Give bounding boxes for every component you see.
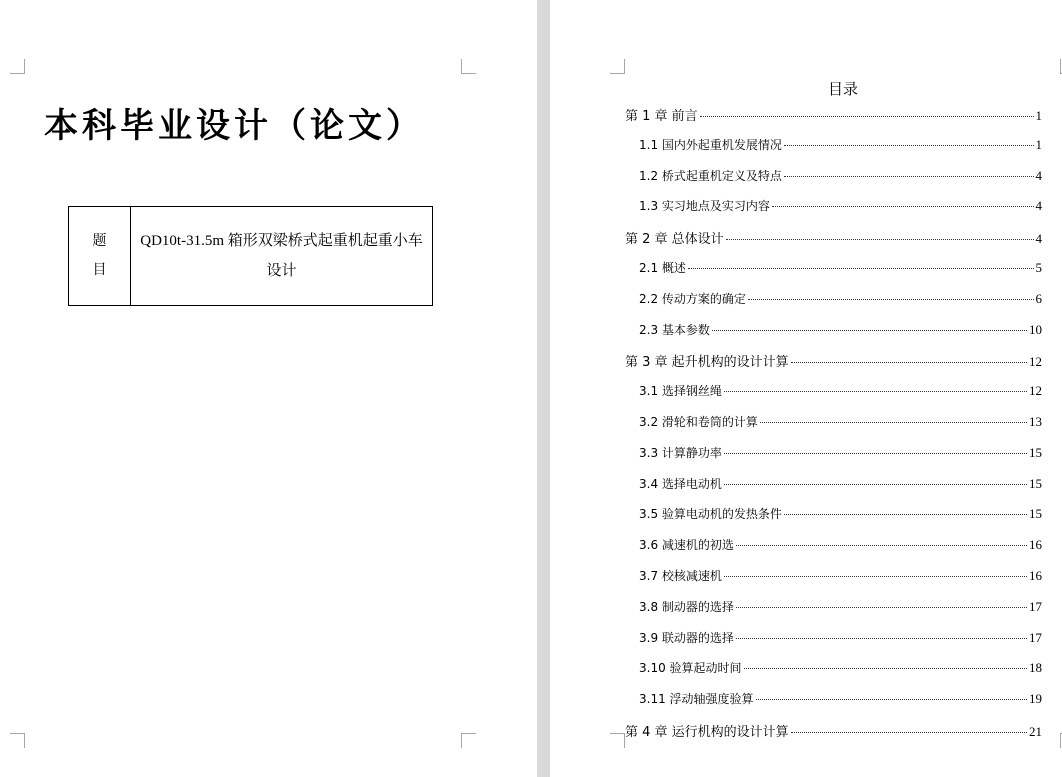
toc-entry[interactable]	[625, 382, 1042, 413]
crop-mark-top-left	[10, 59, 25, 74]
toc-entry[interactable]	[625, 721, 1042, 752]
toc-entry-label: 3.1 选择钢丝绳	[639, 384, 722, 399]
toc-entry-label: 3.5 验算电动机的发热条件	[639, 507, 782, 522]
toc-entry-label: 3.9 联动器的选择	[639, 630, 734, 645]
toc-entry-label: 第 2 章 总体设计	[625, 232, 724, 248]
toc-entry-page-number: 4	[1035, 231, 1042, 247]
toc-dot-leader	[756, 699, 1027, 700]
toc-dot-leader	[736, 607, 1027, 608]
toc-dot-leader	[724, 453, 1027, 454]
toc-entry-page-number: 16	[1029, 567, 1042, 583]
crop-mark-top-right	[461, 59, 476, 74]
toc-dot-leader	[724, 576, 1027, 577]
toc-entry-label: 2.3 基本参数	[639, 322, 710, 337]
toc-entry-page-number: 15	[1029, 444, 1042, 460]
toc-entry-label: 1.3 实习地点及实习内容	[639, 199, 770, 214]
toc-entry-page-number: 12	[1029, 354, 1042, 370]
toc-entry[interactable]	[625, 598, 1042, 629]
toc-entry-page-number: 12	[1029, 383, 1042, 399]
topic-label-cell	[69, 207, 131, 306]
toc-page	[550, 0, 1062, 777]
toc-entry-page-number: 21	[1029, 723, 1042, 739]
toc-entry-label: 第 1 章 前言	[625, 109, 698, 124]
toc-list	[625, 105, 1042, 752]
toc-dot-leader	[724, 484, 1027, 485]
toc-entry[interactable]	[625, 228, 1042, 259]
toc-dot-leader	[784, 514, 1027, 515]
toc-entry-page-number: 5	[1035, 259, 1042, 275]
toc-entry-page-number: 15	[1029, 506, 1042, 522]
toc-entry[interactable]	[625, 290, 1042, 321]
topic-table	[68, 206, 433, 306]
toc-dot-leader	[724, 391, 1027, 392]
toc-entry-label: 3.7 校核减速机	[639, 568, 722, 583]
toc-entry-page-number: 17	[1029, 598, 1042, 614]
toc-dot-leader	[791, 362, 1027, 363]
toc-entry-page-number: 15	[1029, 475, 1042, 491]
toc-entry-label: 2.2 传动方案的确定	[639, 291, 746, 306]
toc-entry[interactable]	[625, 351, 1042, 382]
toc-dot-leader	[791, 732, 1027, 733]
topic-value-cell	[131, 207, 433, 306]
toc-entry[interactable]	[625, 629, 1042, 660]
toc-dot-leader	[784, 145, 1034, 146]
toc-entry-page-number: 1	[1035, 136, 1042, 152]
toc-entry-page-number: 10	[1029, 321, 1042, 337]
toc-entry[interactable]	[625, 505, 1042, 536]
toc-dot-leader	[748, 299, 1034, 300]
toc-entry-label: 1.2 桥式起重机定义及特点	[639, 168, 782, 183]
topic-value: QD10t-31.5m 箱形双梁桥式起重机起重小车设计	[140, 233, 423, 279]
toc-entry-page-number: 19	[1029, 691, 1042, 707]
toc-entry-label: 2.1 概述	[639, 260, 686, 275]
toc-dot-leader	[772, 206, 1034, 207]
toc-dot-leader	[736, 545, 1027, 546]
toc-entry-page-number: 18	[1029, 660, 1042, 676]
toc-entry-page-number: 17	[1029, 629, 1042, 645]
toc-entry[interactable]	[625, 321, 1042, 352]
toc-entry[interactable]	[625, 567, 1042, 598]
toc-dot-leader	[744, 668, 1027, 669]
toc-entry[interactable]	[625, 413, 1042, 444]
toc-dot-leader	[726, 239, 1034, 240]
toc-dot-leader	[700, 116, 1034, 117]
toc-entry[interactable]	[625, 105, 1042, 136]
toc-entry-label: 3.6 减速机的初选	[639, 538, 734, 553]
toc-entry-page-number: 4	[1035, 198, 1042, 214]
toc-entry-page-number: 6	[1035, 290, 1042, 306]
toc-dot-leader	[784, 176, 1034, 177]
crop-mark-bottom-left	[10, 733, 25, 748]
crop-mark-bottom-right	[461, 733, 476, 748]
toc-dot-leader	[712, 330, 1027, 331]
toc-entry[interactable]	[625, 136, 1042, 167]
toc-dot-leader	[760, 422, 1027, 423]
page-gutter	[537, 0, 550, 777]
toc-entry[interactable]	[625, 167, 1042, 198]
toc-entry-label: 3.11 浮动轴强度验算	[639, 692, 754, 707]
document-title: 本科毕业设计（论文）	[44, 106, 424, 146]
toc-entry[interactable]	[625, 259, 1042, 290]
toc-entry-label: 1.1 国内外起重机发展情况	[639, 137, 782, 152]
toc-entry-page-number: 13	[1029, 413, 1042, 429]
toc-entry-label: 第 3 章 起升机构的设计计算	[625, 355, 789, 371]
toc-entry-page-number: 16	[1029, 537, 1042, 553]
toc-heading: 目录	[827, 80, 858, 98]
toc-entry-page-number: 4	[1035, 167, 1042, 183]
toc-entry-label: 第 4 章 运行机构的设计计算	[625, 724, 789, 740]
toc-entry[interactable]	[625, 475, 1042, 506]
toc-entry-label: 3.4 选择电动机	[639, 476, 722, 491]
topic-label: 题目	[92, 233, 107, 278]
crop-mark-bottom-left	[610, 733, 625, 748]
toc-entry[interactable]	[625, 197, 1042, 228]
toc-entry-label: 3.3 计算静功率	[639, 445, 722, 460]
toc-entry[interactable]	[625, 444, 1042, 475]
toc-entry-page-number: 1	[1035, 108, 1042, 123]
toc-dot-leader	[688, 268, 1034, 269]
toc-entry[interactable]	[625, 659, 1042, 690]
toc-dot-leader	[736, 638, 1027, 639]
toc-entry[interactable]	[625, 536, 1042, 567]
toc-entry[interactable]	[625, 690, 1042, 721]
toc-entry-label: 3.10 验算起动时间	[639, 661, 742, 676]
crop-mark-top-left	[610, 59, 625, 74]
toc-entry-label: 3.2 滑轮和卷筒的计算	[639, 414, 758, 429]
toc-entry-label: 3.8 制动器的选择	[639, 599, 734, 614]
